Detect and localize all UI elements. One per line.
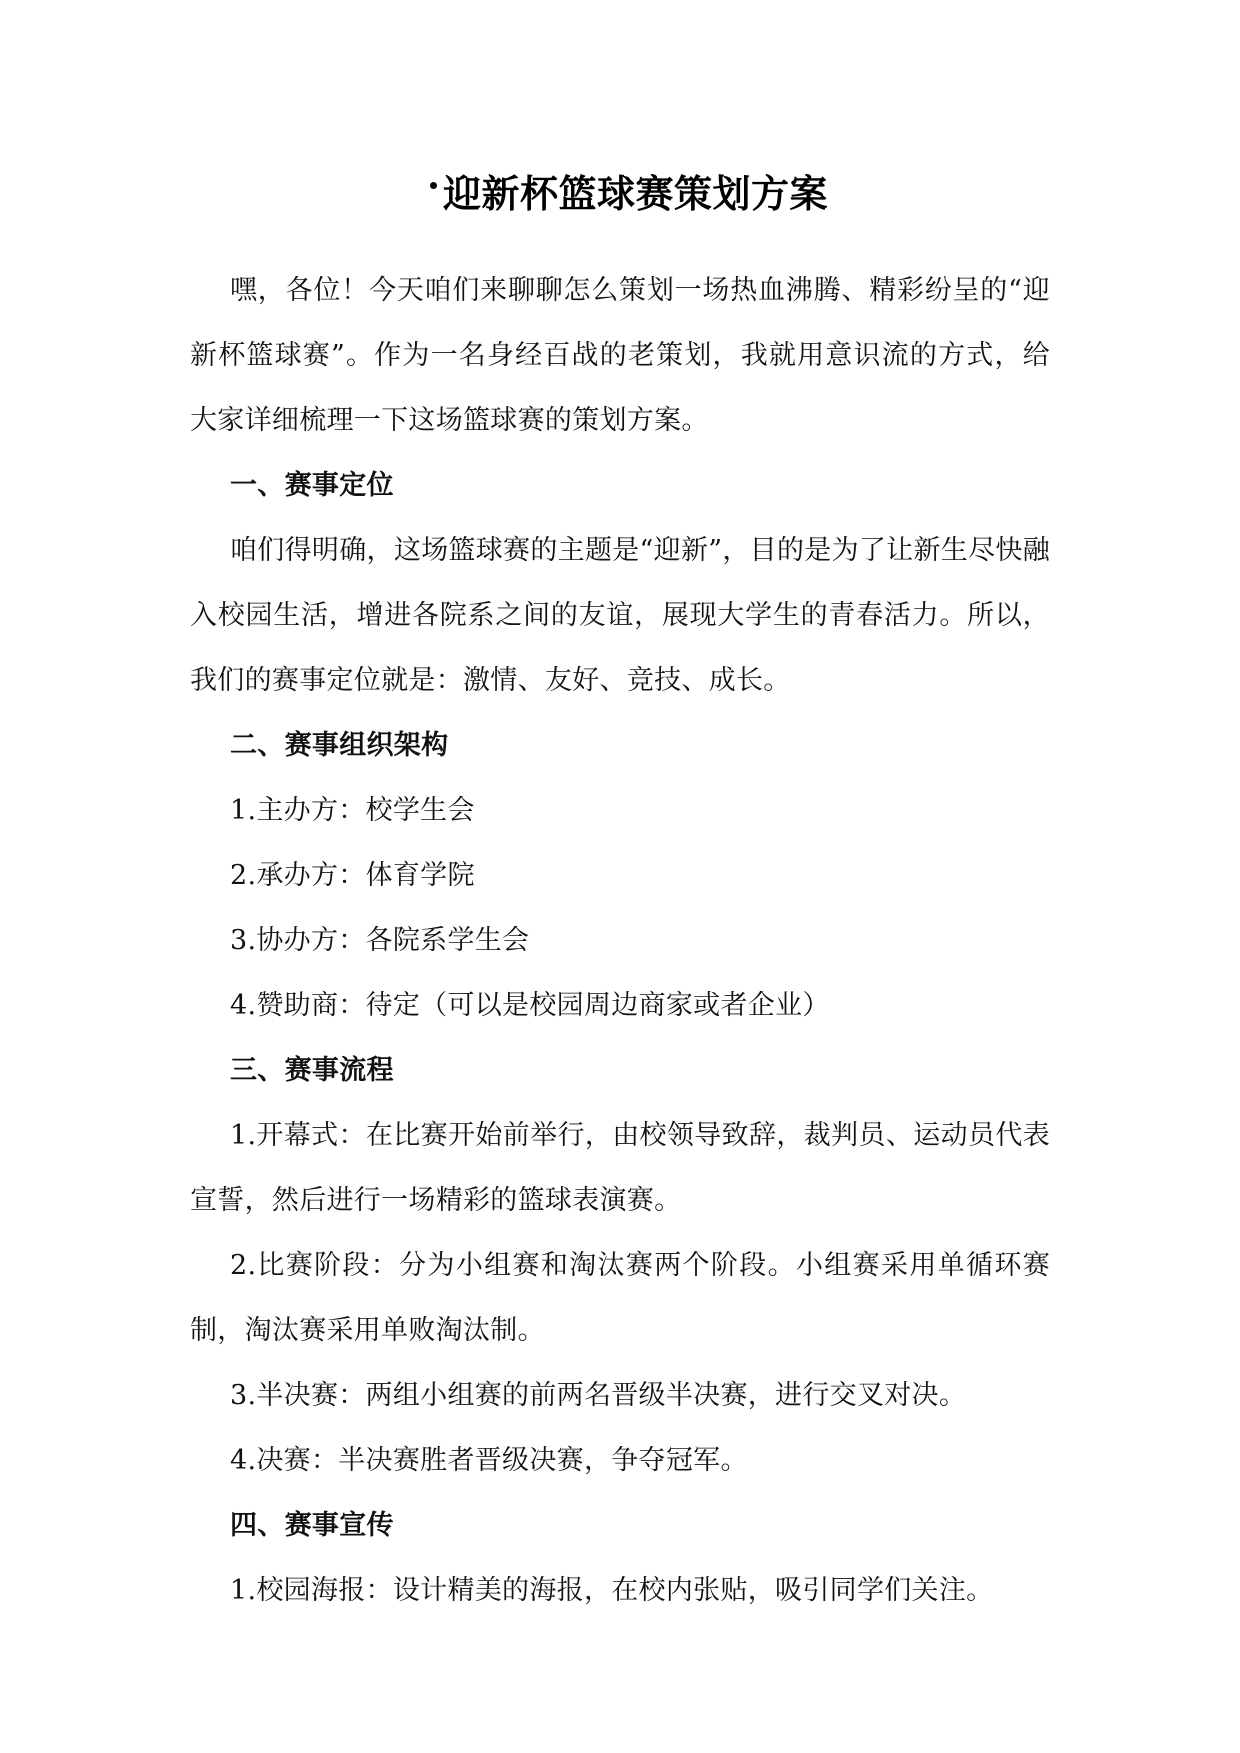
process-item: 3.半决赛：两组小组赛的前两名晋级半决赛，进行交叉对决。 bbox=[230, 1380, 967, 1411]
process-item: 1.开幕式：在比赛开始前举行，由校领导致辞，裁判员、运动员代表宣誓，然后进行一场精彩的篮球表演赛。 bbox=[190, 1120, 1050, 1216]
process-item: 4.决赛：半决赛胜者晋级决赛，争夺冠军。 bbox=[230, 1445, 748, 1476]
organization-item: 3.协办方：各院系学生会 bbox=[230, 925, 530, 956]
organization-item: 4.赞助商：待定（可以是校园周边商家或者企业） bbox=[230, 990, 830, 1021]
section-heading-process: 三、赛事流程 bbox=[230, 1055, 394, 1086]
section-heading-positioning: 一、赛事定位 bbox=[230, 470, 394, 501]
title-block bbox=[190, 172, 1050, 224]
organization-item: 2.承办方：体育学院 bbox=[230, 860, 475, 891]
section-heading-organization: 二、赛事组织架构 bbox=[230, 730, 449, 761]
section-paragraph-positioning: 咱们得明确，这场篮球赛的主题是“迎新”，目的是为了让新生尽快融入校园生活，增进各院系之间的友谊，展现大学生的青春活力。所以，我们的赛事定位就是：激情、友好、竞技、成长。 bbox=[190, 535, 1050, 696]
title-bullet-dot bbox=[430, 182, 437, 189]
document-title: 迎新杯篮球赛策划方案 bbox=[442, 172, 828, 216]
process-item: 2.比赛阶段：分为小组赛和淘汰赛两个阶段。小组赛采用单循环赛制，淘汰赛采用单败淘汰制。 bbox=[190, 1250, 1050, 1346]
document-body bbox=[190, 172, 1050, 1623]
intro-paragraph: 嘿，各位！今天咱们来聊聊怎么策划一场热血沸腾、精彩纷呈的“迎新杯篮球赛”。作为一名身经百战的老策划，我就用意识流的方式，给大家详细梳理一下这场篮球赛的策划方案。 bbox=[190, 275, 1050, 436]
section-heading-promotion: 四、赛事宣传 bbox=[230, 1510, 394, 1541]
promotion-item: 1.校园海报：设计精美的海报，在校内张贴，吸引同学们关注。 bbox=[230, 1575, 994, 1606]
organization-item: 1.主办方：校学生会 bbox=[230, 795, 475, 826]
